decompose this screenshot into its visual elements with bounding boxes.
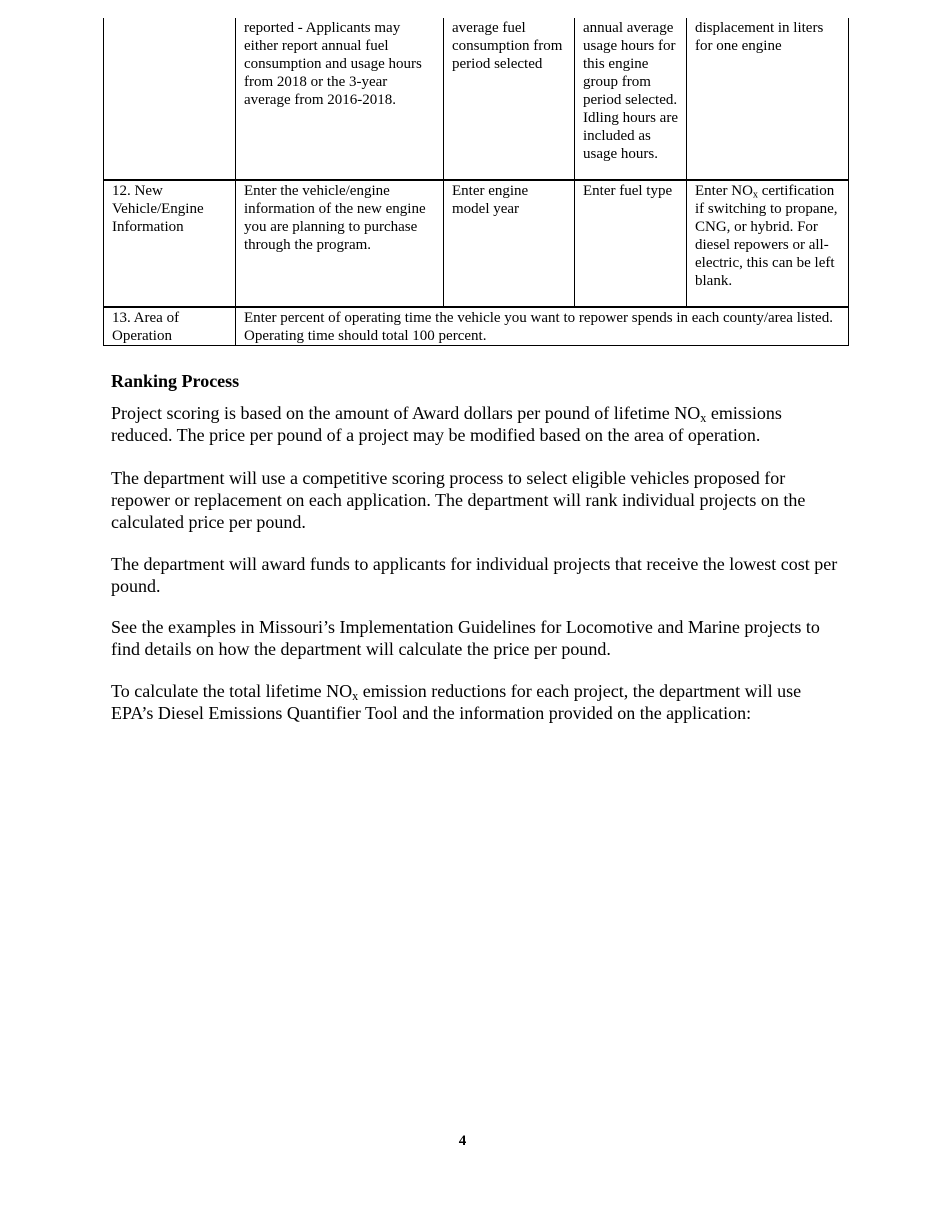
table-row [104,180,849,307]
row12-col5-text-pre: Enter NO [695,183,753,199]
table-row [104,307,849,346]
row12-col3-cell: Enter engine model year [444,180,575,307]
paragraph-calculation-pre: To calculate the total lifetime NO [111,681,353,701]
paragraph-scoring-pre: Project scoring is based on the amount of Award dollars per pound of lifetime NO [111,403,701,423]
table-row [104,18,849,180]
paragraph-competitive-process: The department will use a competitive scoring process to select eligible vehicles proposed for repower or replacement on each application. The department will rank individual projects on the calculated price per pound. [111,468,806,532]
row11-description-cell: reported - Applicants may either report annual fuel consumption and usage hours from 2018 or the 3-year average from 2016-2018. [236,18,444,180]
paragraph-calculation [111,680,841,724]
paragraph-scoring [111,402,841,446]
paragraph-award-funds: The department will award funds to applicants for individual projects that receive the lowest cost per pound. [111,554,838,596]
row13-label-cell: 13. Area of Operation [104,307,236,346]
paragraph-calculation-post: emission reductions for each project, the department will use EPA’s Diesel Emissions Quantifier Tool and the information provided on the application: [111,681,802,723]
subscript-x: x [752,189,758,201]
row11-label-cell [104,18,236,180]
row12-col4-cell: Enter fuel type [575,180,687,307]
row12-col5-cell [687,180,849,307]
page-number: 4 [458,1133,467,1149]
application-guide-table [103,18,849,346]
row12-col5-text-post: certification if switching to propane, CNG, or hybrid. For diesel repowers or all-electric, this can be left blank. [695,183,838,289]
row11-col3-cell: average fuel consumption from period selected [444,18,575,180]
row13-description-cell: Enter percent of operating time the vehicle you want to repower spends in each county/area listed. Operating time should total 100 percent. [236,307,849,346]
row12-label-cell: 12. New Vehicle/Engine Information [104,180,236,307]
row12-description-cell: Enter the vehicle/engine information of the new engine you are planning to purchase through the program. [236,180,444,307]
subscript-x: x [352,689,359,704]
paragraph-examples: See the examples in Missouri’s Implementation Guidelines for Locomotive and Marine projects to find details on how the department will calculate the price per pound. [111,617,820,659]
row11-col5-cell: displacement in liters for one engine [687,18,849,180]
subscript-x: x [700,411,707,426]
row11-col4-cell: annual average usage hours for this engine group from period selected. Idling hours are included as usage hours. [575,18,687,180]
section-heading: Ranking Process [111,371,240,391]
paragraph-scoring-post: emissions reduced. The price per pound of a project may be modified based on the area of operation. [111,403,782,445]
